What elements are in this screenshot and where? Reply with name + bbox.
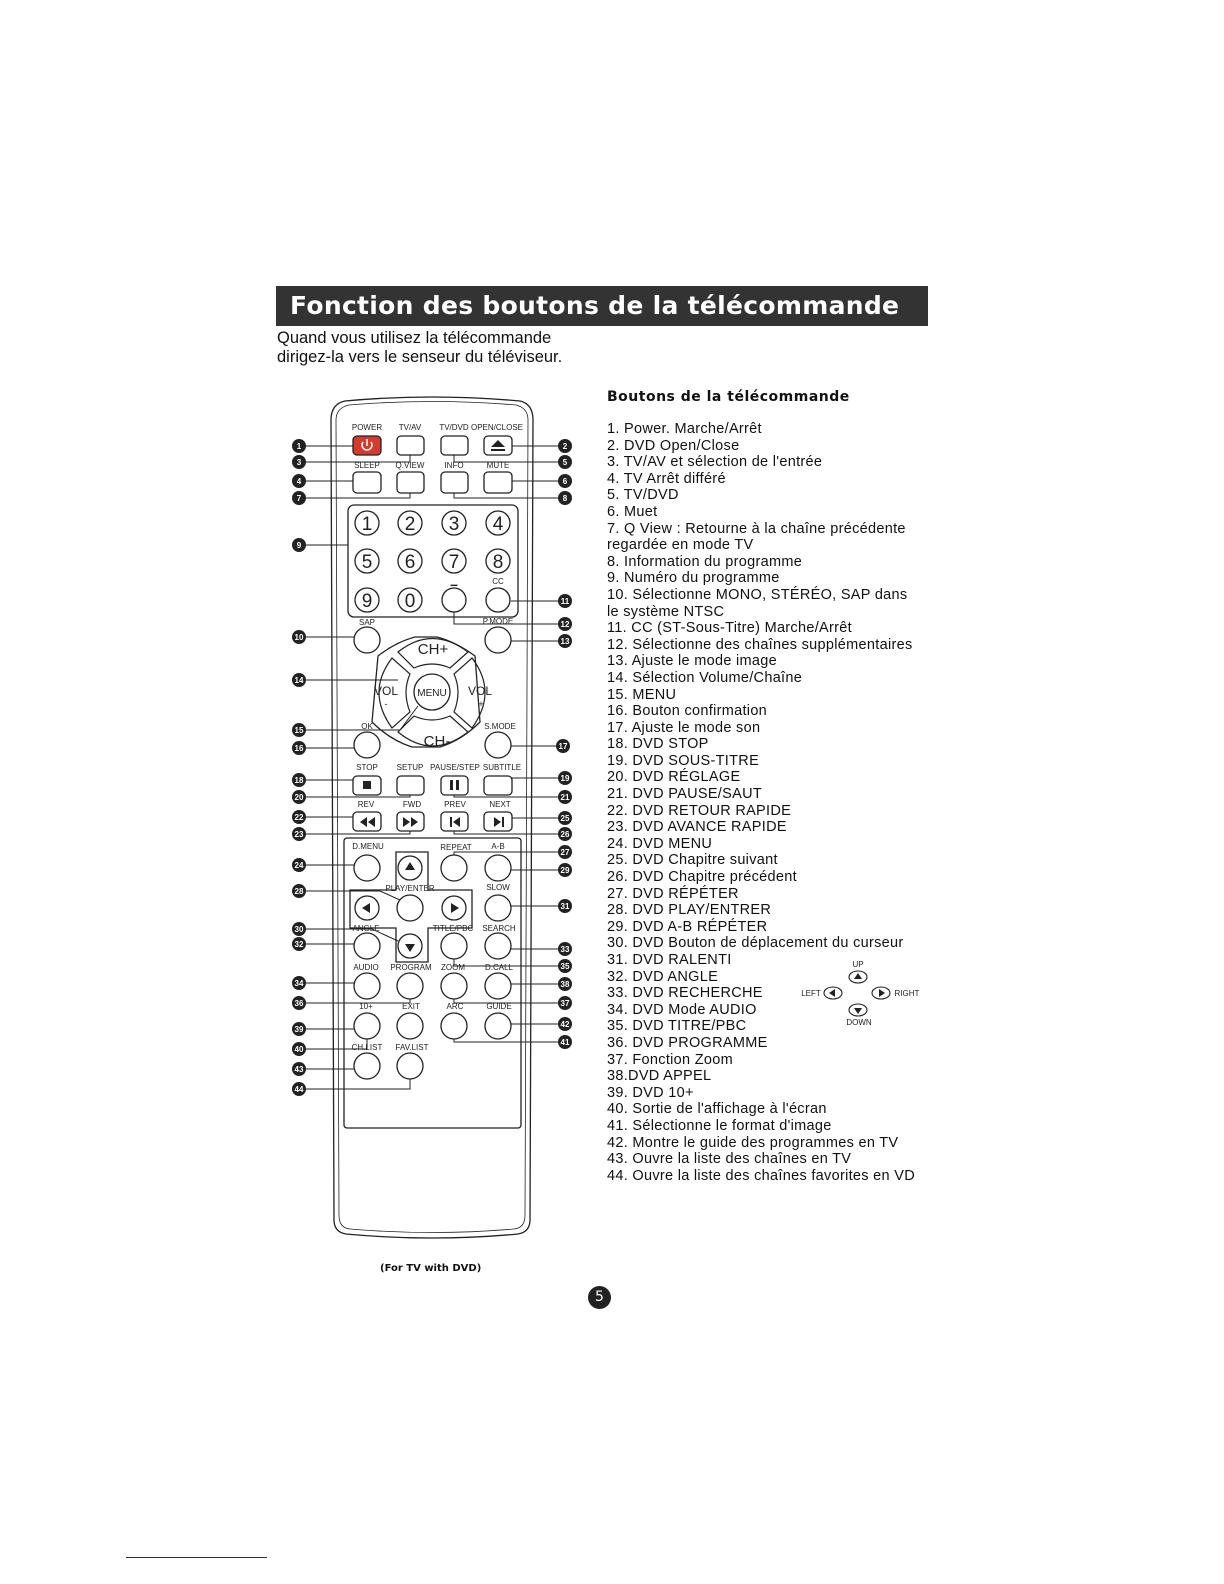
callout-30: 30 bbox=[294, 925, 304, 934]
vol-minus-sign: - bbox=[384, 699, 388, 709]
search-label: SEARCH bbox=[482, 924, 516, 933]
list-item: 25. DVD Chapitre suivant bbox=[607, 852, 778, 869]
ch-plus-label: CH+ bbox=[417, 641, 449, 658]
setup-label: SETUP bbox=[396, 763, 424, 772]
favlist-label: FAV.LIST bbox=[395, 1043, 429, 1052]
slow-label: SLOW bbox=[486, 883, 510, 892]
list-item: 42. Montre le guide des programmes en TV bbox=[607, 1134, 899, 1151]
list-item: 40. Sortie de l'affichage à l'écran bbox=[607, 1101, 827, 1118]
callout-1: 1 bbox=[296, 442, 302, 451]
callout-41: 41 bbox=[560, 1038, 570, 1047]
cc-button[interactable] bbox=[486, 588, 510, 612]
stop-label: STOP bbox=[356, 763, 378, 772]
sap-button[interactable] bbox=[354, 627, 380, 653]
callout-24: 24 bbox=[294, 861, 304, 870]
dmenu-button[interactable] bbox=[354, 855, 380, 881]
list-item: 16. Bouton confirmation bbox=[607, 703, 768, 720]
digit-9: 9 bbox=[361, 591, 373, 612]
list-item: 36. DVD PROGRAMME bbox=[607, 1034, 768, 1051]
ab-label: A-B bbox=[491, 842, 505, 851]
cursor-legend bbox=[798, 958, 928, 1028]
callout-4: 4 bbox=[296, 477, 302, 486]
callout-43: 43 bbox=[294, 1065, 304, 1074]
ch-minus-label: CH- bbox=[423, 733, 451, 750]
zoom-button[interactable] bbox=[441, 973, 467, 999]
list-item: 3. TV/AV et sélection de l'entrée bbox=[607, 454, 823, 471]
cursor-up-label: UP bbox=[852, 960, 864, 969]
list-item: 10. Sélectionne MONO, STÉRÉO, SAP dans bbox=[607, 586, 908, 603]
list-item: 41. Sélectionne le format d'image bbox=[607, 1117, 832, 1134]
playenter-button[interactable] bbox=[397, 895, 423, 921]
program-button[interactable] bbox=[397, 973, 423, 999]
pausestep-button[interactable] bbox=[441, 776, 468, 795]
pmode-label: P.MODE bbox=[482, 617, 514, 626]
cc-label: CC bbox=[492, 577, 504, 586]
vol-minus-label: VOL bbox=[373, 684, 399, 698]
callout-14: 14 bbox=[294, 676, 304, 685]
dash-label: – bbox=[450, 576, 458, 592]
info-button[interactable] bbox=[441, 472, 468, 493]
pausestep-label: PAUSE/STEP bbox=[430, 763, 480, 772]
qview-label: Q.VIEW bbox=[395, 461, 425, 470]
intro-line-1: Quand vous utilisez la télécommande bbox=[277, 329, 552, 347]
digit-3: 3 bbox=[448, 514, 460, 535]
callout-23: 23 bbox=[294, 830, 304, 839]
digit-0: 0 bbox=[404, 591, 416, 612]
page-number: 5 bbox=[588, 1286, 611, 1309]
callout-42: 42 bbox=[560, 1020, 570, 1029]
slow-button[interactable] bbox=[485, 895, 511, 921]
digit-7: 7 bbox=[448, 552, 460, 573]
mute-button[interactable] bbox=[484, 472, 512, 493]
list-item: 6. Muet bbox=[607, 503, 658, 520]
list-item: 37. Fonction Zoom bbox=[607, 1051, 733, 1068]
callout-38: 38 bbox=[560, 980, 570, 989]
tvav-button[interactable] bbox=[397, 436, 424, 455]
exit-button[interactable] bbox=[397, 1013, 423, 1039]
tvdvd-button[interactable] bbox=[441, 436, 468, 455]
list-item: 34. DVD Mode AUDIO bbox=[607, 1001, 757, 1018]
repeat-label: REPEAT bbox=[440, 843, 472, 852]
list-item: 2. DVD Open/Close bbox=[607, 437, 740, 454]
list-item: 21. DVD PAUSE/SAUT bbox=[607, 786, 763, 803]
callout-29: 29 bbox=[560, 866, 570, 875]
callout-35: 35 bbox=[560, 962, 570, 971]
subtitle-button[interactable] bbox=[484, 776, 512, 795]
list-item: 32. DVD ANGLE bbox=[607, 968, 719, 985]
audio-label: AUDIO bbox=[353, 963, 379, 972]
angle-label: ANGLE bbox=[352, 924, 380, 933]
intro-line-2: dirigez-la vers le senseur du téléviseur. bbox=[277, 348, 563, 366]
callout-18: 18 bbox=[294, 776, 304, 785]
list-item: 12. Sélectionne des chaînes supplémentaires bbox=[607, 636, 913, 653]
callout-37: 37 bbox=[560, 999, 570, 1008]
callout-36: 36 bbox=[294, 999, 304, 1008]
list-item: 9. Numéro du programme bbox=[607, 570, 780, 587]
list-item: 1. Power. Marche/Arrêt bbox=[607, 421, 762, 437]
list-item: 30. DVD Bouton de déplacement du curseur bbox=[607, 935, 904, 952]
chlist-label: CH.LIST bbox=[351, 1043, 383, 1052]
ok-button[interactable] bbox=[354, 732, 380, 758]
callout-40: 40 bbox=[294, 1045, 304, 1054]
callout-7: 7 bbox=[296, 494, 302, 503]
list-item: 23. DVD AVANCE RAPIDE bbox=[607, 819, 787, 836]
callout-19: 19 bbox=[560, 774, 570, 783]
stop-icon bbox=[363, 781, 371, 789]
page-title: Fonction des boutons de la télécommande bbox=[276, 286, 928, 326]
callout-28: 28 bbox=[294, 887, 304, 896]
list-item: 22. DVD RETOUR RAPIDE bbox=[607, 802, 792, 819]
callout-5: 5 bbox=[562, 458, 568, 467]
list-item: 26. DVD Chapitre précédent bbox=[607, 869, 797, 886]
vol-plus-label: VOL bbox=[467, 684, 493, 698]
list-item: 8. Information du programme bbox=[607, 553, 803, 570]
mute-label: MUTE bbox=[486, 461, 510, 470]
callout-32: 32 bbox=[294, 940, 304, 949]
tenplus-button[interactable] bbox=[354, 1013, 380, 1039]
list-title: Boutons de la télécommande bbox=[607, 389, 850, 405]
list-item: 20. DVD RÉGLAGE bbox=[607, 769, 741, 786]
favlist-button[interactable] bbox=[397, 1053, 423, 1079]
list-item: 33. DVD RECHERCHE bbox=[607, 985, 763, 1002]
qview-button[interactable] bbox=[397, 472, 424, 493]
callout-10: 10 bbox=[294, 633, 304, 642]
info-label: INFO bbox=[444, 461, 464, 470]
ok-label: OK bbox=[361, 722, 373, 731]
callout-39: 39 bbox=[294, 1025, 304, 1034]
callout-25: 25 bbox=[560, 814, 570, 823]
sleep-label: SLEEP bbox=[354, 461, 380, 470]
callout-3: 3 bbox=[296, 458, 302, 467]
callout-34: 34 bbox=[294, 979, 304, 988]
list-item: 5. TV/DVD bbox=[607, 487, 679, 504]
subtitle-label: SUBTITLE bbox=[482, 763, 522, 772]
intro-text bbox=[277, 329, 562, 367]
tvav-label: TV/AV bbox=[398, 423, 422, 432]
list-item: 15. MENU bbox=[607, 686, 677, 703]
callout-31: 31 bbox=[560, 902, 570, 911]
callout-20: 20 bbox=[294, 793, 304, 802]
callout-6: 6 bbox=[562, 477, 568, 486]
chlist-button[interactable] bbox=[354, 1053, 380, 1079]
smode-button[interactable] bbox=[485, 732, 511, 758]
list-item: 43. Ouvre la liste des chaînes en TV bbox=[607, 1151, 852, 1168]
list-item: 4. TV Arrêt différé bbox=[607, 470, 726, 487]
setup-button[interactable] bbox=[397, 776, 424, 795]
list-item: 35. DVD TITRE/PBC bbox=[607, 1018, 747, 1035]
tenplus-label: 10+ bbox=[359, 1002, 373, 1011]
list-item: 14. Sélection Volume/Chaîne bbox=[607, 669, 803, 686]
search-button[interactable] bbox=[485, 933, 511, 959]
audio-button[interactable] bbox=[354, 973, 380, 999]
prev-label: PREV bbox=[444, 800, 466, 809]
menu-label: MENU bbox=[417, 688, 447, 699]
ab-button[interactable] bbox=[485, 855, 511, 881]
callout-44: 44 bbox=[294, 1085, 304, 1094]
cursor-left-label: LEFT bbox=[801, 989, 821, 998]
digit-5: 5 bbox=[361, 552, 373, 573]
callout-16: 16 bbox=[294, 744, 304, 753]
list-item: 19. DVD SOUS-TITRE bbox=[607, 752, 760, 769]
vol-plus-sign: + bbox=[478, 699, 484, 709]
footnote-rule bbox=[126, 1557, 267, 1558]
dcall-label: D.CALL bbox=[484, 963, 514, 972]
callout-27: 27 bbox=[560, 848, 570, 857]
callout-26: 26 bbox=[560, 830, 570, 839]
list-item: 28. DVD PLAY/ENTRER bbox=[607, 902, 772, 919]
cursor-down-label: DOWN bbox=[846, 1018, 872, 1027]
repeat-button[interactable] bbox=[441, 855, 467, 881]
remote-illustration bbox=[280, 395, 580, 1245]
list-item: 38.DVD APPEL bbox=[607, 1068, 712, 1085]
list-item: 39. DVD 10+ bbox=[607, 1084, 694, 1101]
callout-9: 9 bbox=[296, 541, 302, 550]
button-list bbox=[607, 421, 947, 1184]
callout-15: 15 bbox=[294, 726, 304, 735]
list-item: 31. DVD RALENTI bbox=[607, 952, 732, 968]
angle-button[interactable] bbox=[354, 933, 380, 959]
zoom-label: ZOOM bbox=[441, 963, 465, 972]
smode-label: S.MODE bbox=[484, 722, 516, 731]
fwd-label: FWD bbox=[402, 800, 422, 809]
callout-13: 13 bbox=[560, 637, 570, 646]
pmode-button[interactable] bbox=[485, 627, 511, 653]
list-item: 13. Ajuste le mode image bbox=[607, 653, 778, 670]
sleep-button[interactable] bbox=[353, 472, 381, 493]
callout-17: 17 bbox=[558, 742, 568, 751]
callout-2: 2 bbox=[562, 442, 568, 451]
list-item: 11. CC (ST-Sous-Titre) Marche/Arrêt bbox=[607, 620, 852, 637]
callout-33: 33 bbox=[560, 945, 570, 954]
digit-8: 8 bbox=[492, 552, 504, 573]
tvdvd-label: TV/DVD bbox=[439, 423, 469, 432]
list-item: 17. Ajuste le mode son bbox=[607, 719, 761, 736]
fwd-button[interactable] bbox=[397, 812, 424, 831]
callout-8: 8 bbox=[562, 494, 568, 503]
rev-label: REV bbox=[357, 800, 375, 809]
digit-4: 4 bbox=[492, 514, 504, 535]
sap-label: SAP bbox=[358, 618, 376, 627]
list-item: regardée en mode TV bbox=[607, 537, 754, 554]
list-item: le système NTSC bbox=[607, 603, 725, 620]
dmenu-label: D.MENU bbox=[352, 842, 384, 851]
digit-6: 6 bbox=[404, 552, 416, 573]
guide-label: GUIDE bbox=[486, 1002, 512, 1011]
power-label: POWER bbox=[351, 423, 383, 432]
callout-21: 21 bbox=[560, 793, 570, 802]
list-item: 29. DVD A-B RÉPÉTER bbox=[607, 918, 768, 935]
list-item: 18. DVD STOP bbox=[607, 736, 709, 753]
cursor-right-label: RIGHT bbox=[894, 989, 920, 998]
list-item: 27. DVD RÉPÉTER bbox=[607, 885, 739, 902]
next-label: NEXT bbox=[489, 800, 511, 809]
list-item: 44. Ouvre la liste des chaînes favorites en VD bbox=[607, 1167, 915, 1184]
callout-11: 11 bbox=[560, 597, 570, 606]
program-label: PROGRAM bbox=[390, 963, 432, 972]
digit-2: 2 bbox=[404, 514, 416, 535]
titlepbc-label: TITLE/PBC bbox=[432, 924, 474, 933]
list-item: 7. Q View : Retourne à la chaîne précédente bbox=[607, 520, 906, 537]
openclose-label: OPEN/CLOSE bbox=[470, 423, 524, 432]
digit-1: 1 bbox=[361, 514, 373, 535]
arc-button[interactable] bbox=[441, 1013, 467, 1039]
arc-label: ARC bbox=[446, 1002, 464, 1011]
titlepbc-button[interactable] bbox=[441, 933, 467, 959]
list-item: 24. DVD MENU bbox=[607, 835, 713, 852]
playenter-label: PLAY/ENTER bbox=[385, 884, 435, 893]
guide-button[interactable] bbox=[485, 1013, 511, 1039]
exit-label: EXIT bbox=[402, 1002, 420, 1011]
dcall-button[interactable] bbox=[485, 973, 511, 999]
remote-caption: (For TV with DVD) bbox=[380, 1263, 482, 1274]
callout-12: 12 bbox=[560, 620, 570, 629]
callout-22: 22 bbox=[294, 813, 304, 822]
